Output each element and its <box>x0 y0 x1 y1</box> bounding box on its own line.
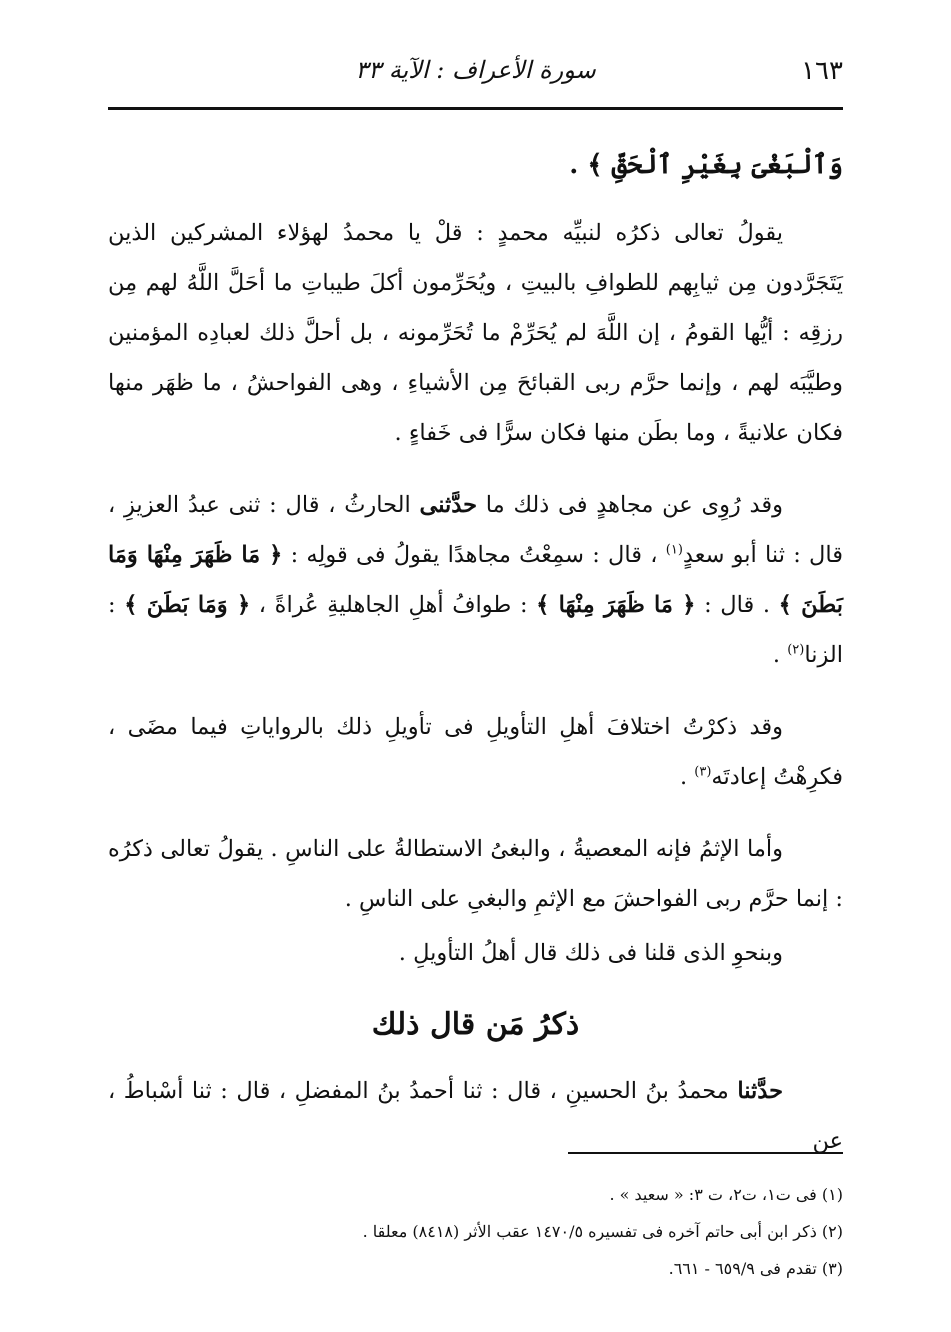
paragraph-5: وبنحوِ الذى قلنا فى ذلك قال أهلُ التأويلِ . <box>398 940 783 966</box>
footnote-ref-1[interactable]: (١) <box>665 542 683 558</box>
paragraph-3 <box>108 702 843 802</box>
quran-quote-3: ﴿ وَمَا بَطَنَ ﴾ <box>124 592 251 618</box>
footnote-ref-2[interactable]: (٢) <box>787 642 805 658</box>
footnote-2: (٢) ذكر ابن أبى حاتم آخره فى تفسيره ١٤٧٠/٥ عقب الأثر (٨٤١٨) معلقا . <box>362 1222 843 1241</box>
main-text <box>108 140 843 1188</box>
p3-text-2: . <box>679 764 695 790</box>
footnote-3: (٣) تقدم فى ٦٥٩/٩ - ٦٦١. <box>668 1259 843 1278</box>
paragraph-6 <box>108 1066 843 1166</box>
p2-text-6: : الزنا <box>108 592 843 668</box>
p6-hadith-term: حدَّثنا <box>737 1078 783 1104</box>
p3-text-1: وقد ذكرْتُ اختلافَ أهلِ التأويلِ فى تأويلِ ذلك بالرواياتِ فيما مضَى ، فكرِهْتُ إعادتَه <box>108 714 843 790</box>
page-number: ١٦٣ <box>801 56 843 86</box>
footnote-separator <box>568 1152 843 1154</box>
quran-quote-2: ﴿ مَا ظَهَرَ مِنْهَا ﴾ <box>536 592 696 618</box>
p2-text-3: ، قال : سمِعْتُ مجاهدًا يقولُ فى قولِه : <box>282 542 666 568</box>
p2-text-1: وقد رُوِى عن مجاهدٍ فى ذلك ما <box>477 492 783 518</box>
section-heading: ذكرُ مَن قال ذلك <box>371 1007 580 1042</box>
paragraph-4: وأما الإثمُ فإنه المعصيةُ ، والبغىُ الاستطالةُ على الناسِ . يقولُ تعالى ذكرُه : إنما حرَّم ربى الفواحشَ مع الإثمِ والبغىِ على الناسِ . <box>108 836 843 912</box>
paragraph-2 <box>108 480 843 680</box>
p2-text-7: . <box>772 642 788 668</box>
p2-text-2: الحارثُ ، قال : ثنى عبدُ العزيزِ ، قال : ثنا أبو سعدٍ <box>108 492 843 568</box>
header-rule <box>108 107 843 110</box>
p2-text-4: . قال : <box>695 592 779 618</box>
verse-fragment: وَٱلْبَغْىَ بِغَيْرِ ٱلْحَقِّ ﴾ . <box>569 150 843 180</box>
running-title: سورة الأعراف : الآية ٣٣ <box>355 56 596 84</box>
footnotes <box>108 1176 843 1287</box>
p2-text-5: : طوافُ أهلِ الجاهليةِ عُراةً ، <box>250 592 537 618</box>
quran-quote-1: ﴿ مَا ظَهَرَ مِنْهَا وَمَا بَطَنَ ﴾ <box>108 542 843 618</box>
p2-hadith-term: حدَّثنى <box>419 492 478 518</box>
paragraph-1: يقولُ تعالى ذكرُه لنبيِّه محمدٍ : قلْ يا محمدُ لهؤلاء المشركين الذين يَتَجَرَّدون مِن ثيابِهم للطوافِ بالبيتِ ، ويُحَرِّمون أكلَ طيباتِ ما أحَلَّ اللَّهُ لهم مِن رزقِه : أيُّها القومُ ، إن اللَّهَ لم يُحَرِّمْ ما تُحَرِّمونه ، بل أحلَّ ذلك لعبادِه المؤمنين وطيَّبَه لهم ، وإنما حرَّم ربى القبائحَ مِن الأشياءِ ، وهى الفواحشُ ، ما ظهَر منها فكان علانيةً ، وما بطَن منها فكان سرًّا فى خَفاءٍ . <box>108 220 843 446</box>
p6-text-1: محمدُ بنُ الحسينِ ، قال : ثنا أحمدُ بنُ المفضلِ ، قال : ثنا أسْباطُ ، عن <box>108 1078 843 1154</box>
footnote-1: (١) فى ت١، ت٢، ت ٣: « سعيد » . <box>609 1185 843 1204</box>
page-header <box>108 48 843 100</box>
footnote-ref-3[interactable]: (٣) <box>694 764 712 780</box>
